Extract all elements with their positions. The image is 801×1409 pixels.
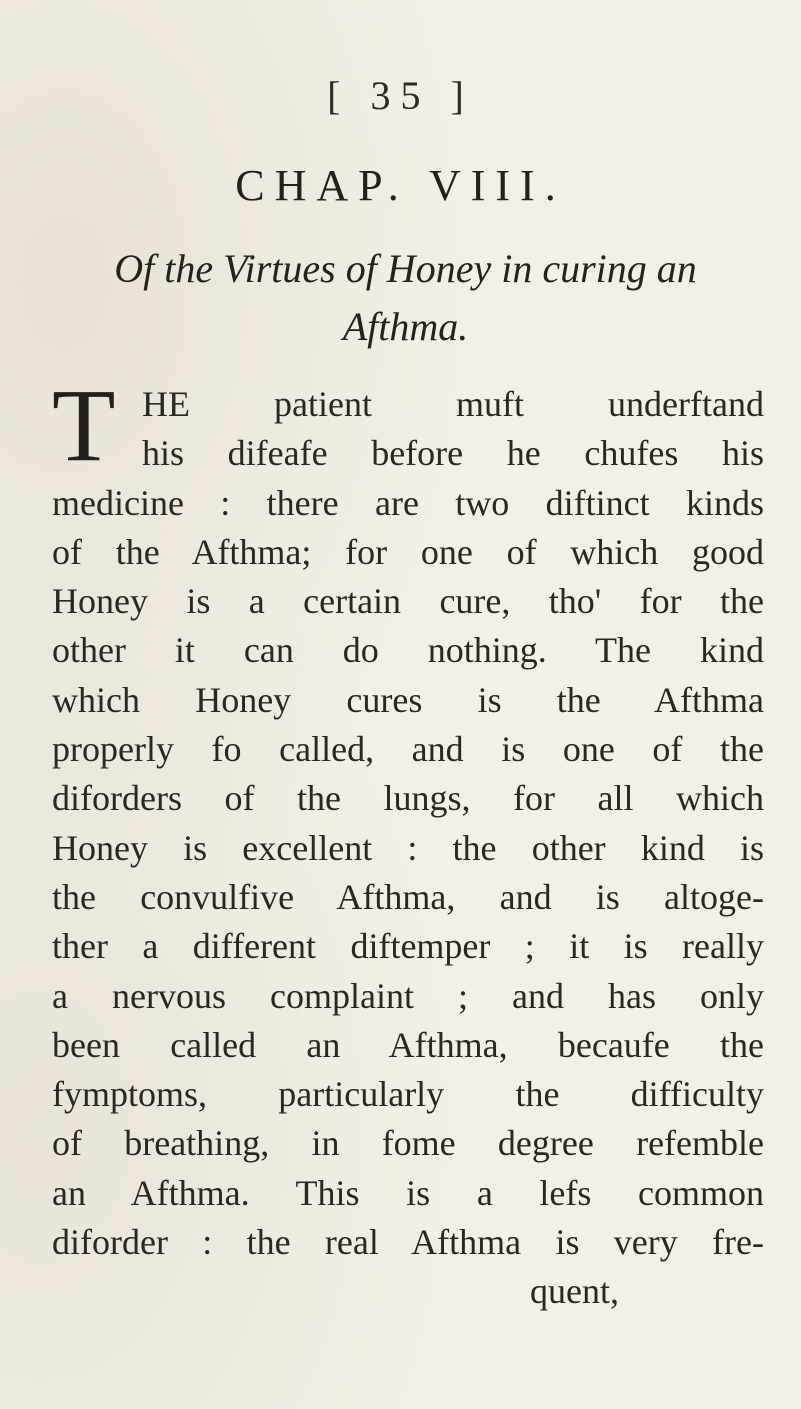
text-line: HE patient muft underftand (142, 384, 764, 424)
chapter-title (40, 240, 771, 356)
page-number: [ 35 ] (327, 73, 474, 118)
text-line: the convulfive Afthma, and is altoge- (52, 876, 764, 917)
chapter-title-line-1: Of the Virtues of Honey in curing an (114, 246, 697, 291)
text-line: ther a different diftemper ; it is really (52, 926, 764, 967)
catchword: quent, (530, 1271, 619, 1312)
drop-cap: T (52, 368, 116, 483)
text-line: Honey is excellent : the other kind is (52, 827, 764, 868)
chapter-title-line-2: Afthma. (342, 304, 469, 349)
text-line: medicine : there are two diftinct kinds (52, 482, 764, 523)
text-line: been called an Afthma, becaufe the (52, 1024, 764, 1065)
text-line: Honey is a certain cure, tho' for the (52, 581, 764, 622)
text-line: properly fo called, and is one of the (52, 729, 764, 770)
text-line: diforders of the lungs, for all which (52, 778, 764, 819)
text-line: an Afthma. This is a lefs common (52, 1172, 764, 1213)
text-line: of the Afthma; for one of which good (52, 531, 764, 572)
body-text (52, 368, 764, 1317)
text-line: a nervous complaint ; and has only (52, 975, 764, 1016)
text-line: diforder : the real Afthma is very fre- (52, 1222, 764, 1263)
text-line: of breathing, in fome degree refemble (52, 1123, 764, 1164)
chapter-heading: CHAP. VIII. (235, 161, 566, 210)
text-line: other it can do nothing. The kind (52, 630, 764, 671)
text-line: which Honey cures is the Afthma (52, 679, 764, 720)
text-line: fymptoms, particularly the difficulty (52, 1074, 764, 1115)
text-line: his difeafe before he chufes his (142, 433, 764, 474)
